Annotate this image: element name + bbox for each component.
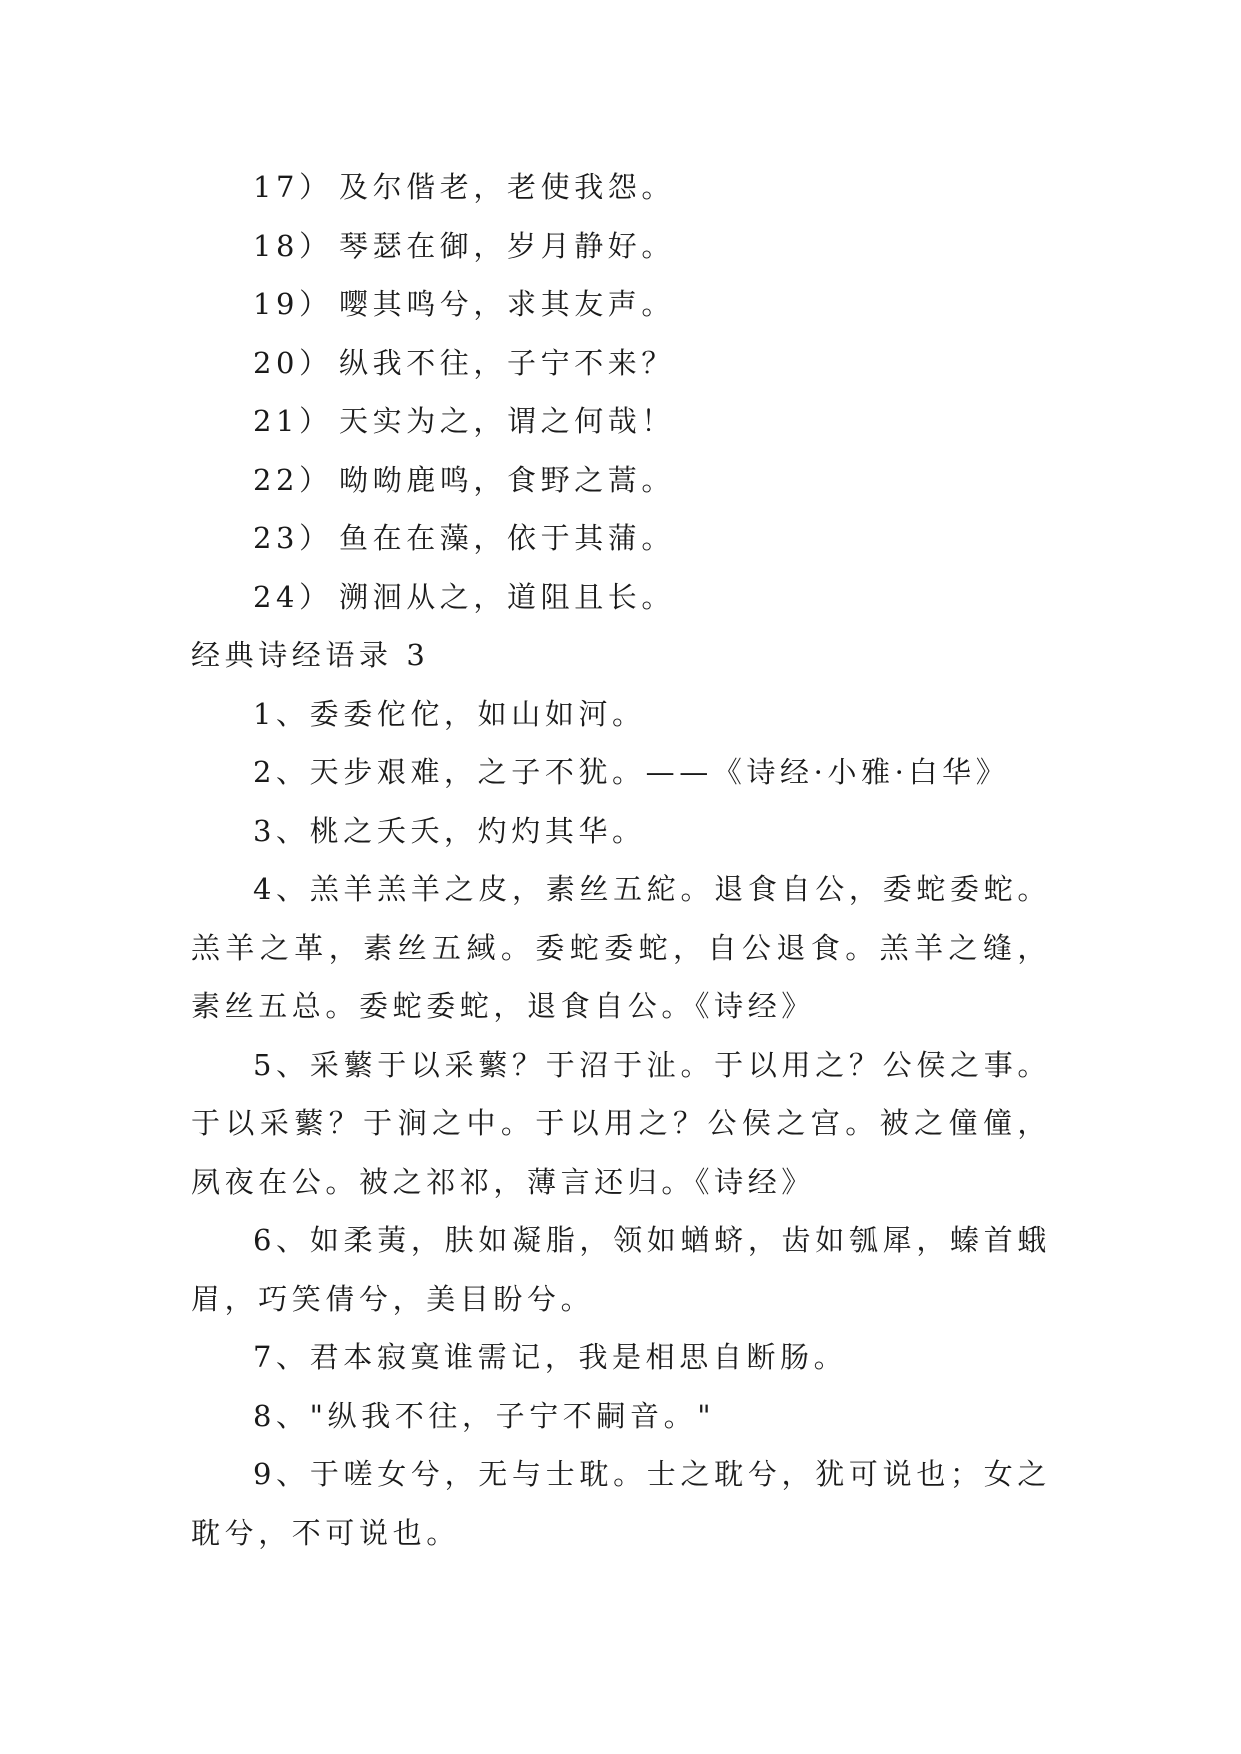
item-text: 天实为之，谓之何哉！ [339,404,676,438]
list-item [191,451,1051,510]
quote-paragraph: 1、委委佗佗，如山如河。 [253,696,646,731]
quote-paragraph: 8、"纵我不往，子宁不嗣音。" [253,1398,716,1433]
list-item [191,217,1051,276]
list-item [191,509,1051,568]
quote-paragraph: 3、桃之夭夭，灼灼其华。 [253,813,646,848]
list-item [191,158,1051,217]
list-item [191,392,1051,451]
quote-paragraph: 5、采蘩于以采蘩？于沼于沚。于以用之？公侯之事。于以采蘩？于涧之中。于以用之？公侯之宫。被之僮僮，夙夜在公。被之祁祁，薄言还归。《诗经》 [191,1047,1051,1199]
quote-paragraph: 6、如柔荑，肤如凝脂，领如蝤蛴，齿如瓠犀，螓首蛾眉，巧笑倩兮，美目盼兮。 [191,1223,1051,1316]
quote-paragraph: 2、天步艰难，之子不犹。——《诗经·小雅·白华》 [253,755,1010,789]
list-item [191,334,1051,393]
item-number: 20） [253,345,333,380]
quote-paragraph: 7、君本寂寞谁需记，我是相思自断肠。 [253,1340,848,1374]
item-number: 22） [253,462,333,497]
quote-paragraph: 9、于嗟女兮，无与士耽。士之耽兮，犹可说也；女之耽兮，不可说也。 [191,1457,1051,1550]
item-text: 纵我不往，子宁不来？ [339,345,676,380]
quote-paragraph: 4、羔羊羔羊之皮，素丝五紽。退食自公，委蛇委蛇。羔羊之革，素丝五緎。委蛇委蛇，自公退食。羔羊之缝，素丝五总。委蛇委蛇，退食自公。《诗经》 [191,872,1051,1023]
item-number: 21） [253,404,333,438]
document-body [191,158,1051,1562]
item-number: 17） [253,170,333,204]
item-text: 嘤其鸣兮，求其友声。 [339,287,676,321]
item-text: 溯洄从之，道阻且长。 [339,579,676,614]
item-number: 23） [253,521,333,555]
item-number: 19） [253,287,333,321]
item-number: 24） [253,579,333,614]
list-item [191,275,1051,334]
item-text: 琴瑟在御，岁月静好。 [339,228,676,263]
item-text: 及尔偕老，老使我怨。 [339,170,676,204]
item-text: 鱼在在藻，依于其蒲。 [339,521,676,555]
item-number: 18） [253,228,333,263]
section-title: 经典诗经语录 3 [191,638,430,672]
list-item [191,568,1051,627]
item-text: 呦呦鹿鸣，食野之蒿。 [339,462,676,497]
